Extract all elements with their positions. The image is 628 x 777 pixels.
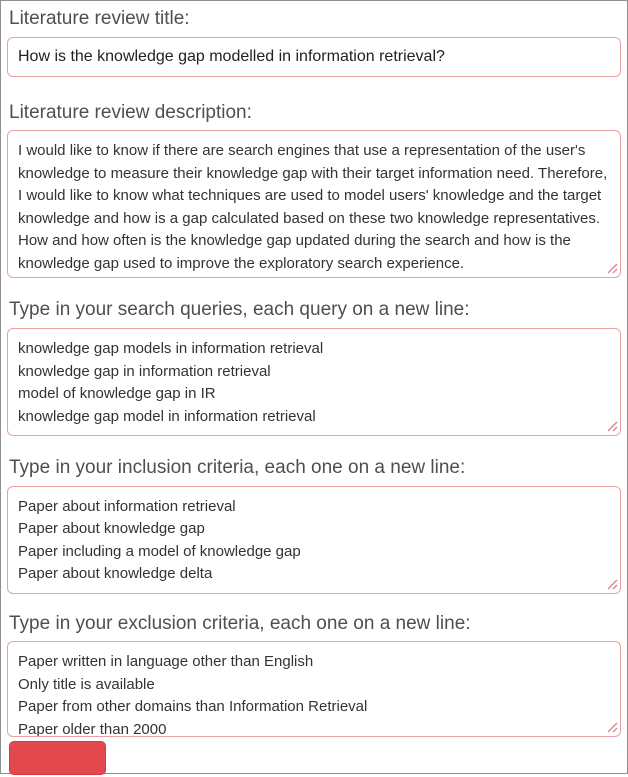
exclusion-section xyxy=(7,612,621,738)
submit-button[interactable] xyxy=(9,741,106,775)
description-label: Literature review description: xyxy=(9,101,252,123)
resize-handle-icon[interactable] xyxy=(607,722,618,733)
title-section xyxy=(7,7,621,77)
queries-section xyxy=(7,298,621,436)
description-textarea[interactable] xyxy=(7,130,621,278)
resize-handle-icon[interactable] xyxy=(607,421,618,432)
resize-handle-icon[interactable] xyxy=(607,263,618,274)
resize-handle-icon[interactable] xyxy=(607,579,618,590)
exclusion-label: Type in your exclusion criteria, each one on a new line: xyxy=(9,612,471,634)
inclusion-textarea[interactable] xyxy=(7,486,621,594)
title-label: Literature review title: xyxy=(9,8,190,29)
queries-label: Type in your search queries, each query on a new line: xyxy=(9,299,470,321)
queries-textarea[interactable] xyxy=(7,328,621,436)
inclusion-label: Type in your inclusion criteria, each one on a new line: xyxy=(9,457,466,479)
literature-review-form xyxy=(1,1,627,777)
title-input[interactable] xyxy=(7,37,621,77)
inclusion-section xyxy=(7,456,621,594)
description-section xyxy=(7,101,621,279)
exclusion-textarea[interactable] xyxy=(7,641,621,737)
